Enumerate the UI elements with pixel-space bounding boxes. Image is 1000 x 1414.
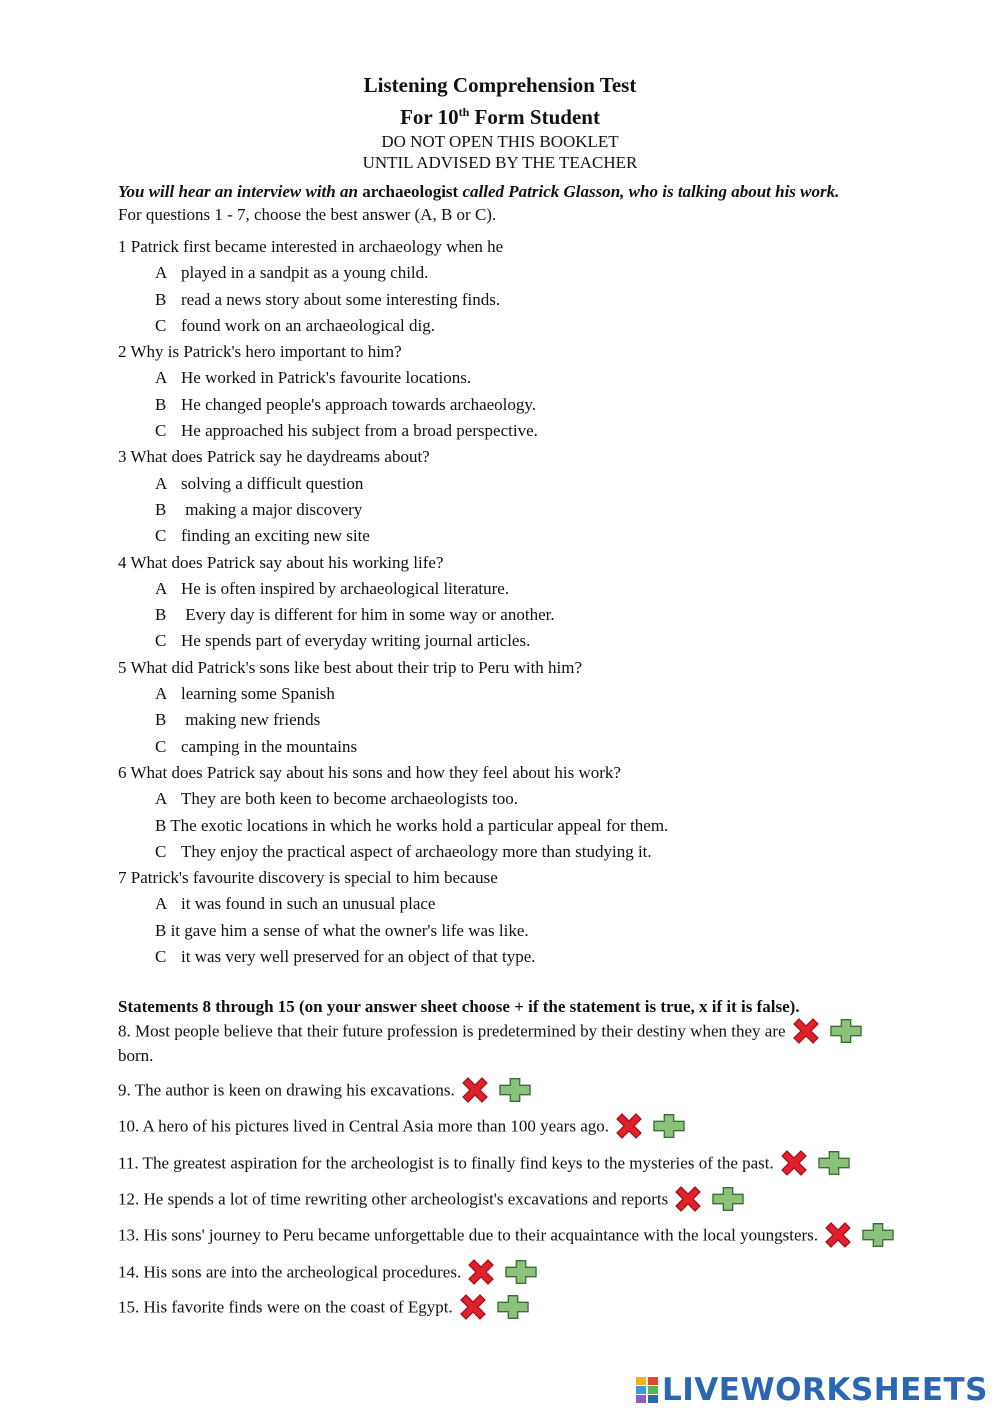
notice-line-2: UNTIL ADVISED BY THE TEACHER [362,153,638,172]
option-letter: C [155,315,167,335]
option-text: B it gave him a sense of what the owner's life was like. [155,920,529,940]
option-text: making a major discovery [181,499,363,519]
answer-option[interactable] [118,628,918,654]
answer-option[interactable] [118,602,918,628]
answer-option[interactable] [118,891,918,917]
liveworksheets-brand [636,1372,988,1408]
true-false-title: Statements 8 through 15 (on your answer sheet choose + if the statement is true, x if it is false). [118,997,800,1016]
notice-line-1: DO NOT OPEN THIS BOOKLET [381,132,619,151]
statement-text-continued: born. [118,1046,154,1066]
option-letter: C [155,841,167,861]
answer-option[interactable] [118,734,918,760]
red-x-icon[interactable] [672,1186,704,1212]
statement-row [118,1186,744,1212]
option-text: B The exotic locations in which he works hold a particular appeal for them. [155,815,669,835]
answer-option[interactable] [118,918,918,944]
answer-option[interactable] [118,392,918,418]
option-letter: B [155,289,167,309]
option-letter: C [155,526,167,546]
answer-option[interactable] [118,944,918,970]
question-stem: 3 What does Patrick say he daydreams about? [118,447,430,467]
answer-option[interactable] [118,313,918,339]
answer-option[interactable] [118,418,918,444]
page-header [0,72,1000,173]
intro [118,180,918,226]
answer-option[interactable] [118,497,918,523]
option-text: They enjoy the practical aspect of archaeology more than studying it. [181,841,652,861]
statement-row [118,1018,862,1067]
option-text: He worked in Patrick's favourite locations. [181,368,472,388]
option-letter: B [155,394,167,414]
answer-option[interactable] [118,839,918,865]
question-stem: 6 What does Patrick say about his sons and how they feel about his work? [118,762,621,782]
answer-option[interactable] [118,523,918,549]
answer-option[interactable] [118,681,918,707]
liveworksheets-logo-icon [636,1377,658,1403]
option-text: He changed people's approach towards archaeology. [181,394,537,414]
option-letter: A [155,684,168,704]
option-letter: C [155,947,167,967]
page-title: Listening Comprehension Test [363,73,637,97]
statement-row [118,1222,894,1248]
option-letter: C [155,421,167,441]
red-x-icon[interactable] [465,1259,497,1285]
option-text: He approached his subject from a broad perspective. [181,421,538,441]
green-plus-icon[interactable] [653,1113,685,1139]
red-x-icon[interactable] [778,1150,810,1176]
statement-row [118,1294,529,1320]
answer-option[interactable] [118,813,918,839]
red-x-icon[interactable] [613,1113,645,1139]
multiple-choice-section [118,234,918,970]
option-letter: A [155,263,168,283]
brand-text: LIVEWORKSHEETS [662,1372,988,1408]
page-subtitle: For 10th Form Student [400,105,600,129]
red-x-icon[interactable] [459,1077,491,1103]
question-stem: 4 What does Patrick say about his working life? [118,552,444,572]
option-letter: C [155,631,167,651]
answer-option[interactable] [118,365,918,391]
question-stem: 1 Patrick first became interested in archaeology when he [118,237,504,256]
option-text: played in a sandpit as a young child. [181,263,429,283]
option-text: found work on an archaeological dig. [181,315,435,335]
statement-text: 10. A hero of his pictures lived in Central Asia more than 100 years ago. [118,1116,610,1136]
statement-row [118,1259,537,1285]
green-plus-icon[interactable] [830,1018,862,1044]
option-text: He spends part of everyday writing journal articles. [181,631,531,651]
question-stem: 2 Why is Patrick's hero important to him? [118,342,402,362]
option-text: making new friends [181,710,321,730]
red-x-icon[interactable] [822,1222,854,1248]
option-text: camping in the mountains [181,736,358,756]
option-text: it was found in such an unusual place [181,894,436,914]
green-plus-icon[interactable] [818,1150,850,1176]
answer-option[interactable] [118,471,918,497]
answer-option[interactable] [118,576,918,602]
statement-text: 12. He spends a lot of time rewriting other archeologist's excavations and reports [118,1189,669,1209]
option-letter: A [155,368,168,388]
option-text: Every day is different for him in some way or another. [181,605,555,625]
answer-option[interactable] [118,786,918,812]
option-letter: C [155,736,167,756]
option-text: it was very well preserved for an object of that type. [181,947,536,967]
intro-instructions: For questions 1 - 7, choose the best answer (A, B or C). [118,205,497,224]
green-plus-icon[interactable] [497,1294,529,1320]
answer-option[interactable] [118,707,918,733]
intro-description: You will hear an interview with an archaeologist called Patrick Glasson, who is talking about his work. [118,182,840,201]
option-text: He is often inspired by archaeological literature. [181,578,510,598]
answer-option[interactable] [118,260,918,286]
red-x-icon[interactable] [457,1294,489,1320]
answer-marks [672,1186,744,1212]
green-plus-icon[interactable] [712,1186,744,1212]
option-text: finding an exciting new site [181,526,370,546]
statement-text: 8. Most people believe that their future profession is predetermined by their destiny when they are [118,1021,786,1041]
answer-marks [613,1113,685,1139]
question-stem: 5 What did Patrick's sons like best about their trip to Peru with him? [118,657,583,677]
answer-marks [822,1222,894,1248]
question-stem: 7 Patrick's favourite discovery is special to him because [118,868,498,888]
green-plus-icon[interactable] [505,1259,537,1285]
option-letter: B [155,499,167,519]
green-plus-icon[interactable] [862,1222,894,1248]
statement-text: 14. His sons are into the archeological procedures. [118,1262,462,1282]
statement-text: 11. The greatest aspiration for the archeologist is to finally find keys to the mysteries of the past. [118,1153,774,1173]
statement-row [118,1150,850,1176]
statement-row [118,1113,685,1139]
option-letter: B [155,710,167,730]
option-letter: A [155,894,168,914]
answer-option[interactable] [118,287,918,313]
answer-marks [778,1150,850,1176]
option-text: read a news story about some interesting finds. [181,289,501,309]
red-x-icon[interactable] [790,1018,822,1044]
option-letter: A [155,789,168,809]
option-text: They are both keen to become archaeologists too. [181,789,519,809]
option-text: solving a difficult question [181,473,364,493]
statement-text: 15. His favorite finds were on the coast of Egypt. [118,1297,453,1317]
green-plus-icon[interactable] [499,1077,531,1103]
option-letter: A [155,473,168,493]
statement-row [118,1077,531,1103]
option-letter: B [155,605,167,625]
answer-marks [457,1294,529,1320]
answer-marks [790,1018,862,1044]
option-letter: A [155,578,168,598]
statement-text: 13. His sons' journey to Peru became unforgettable due to their acquaintance with the local youngsters. [118,1225,819,1245]
answer-marks [459,1077,531,1103]
option-text: learning some Spanish [181,684,335,704]
answer-marks [465,1259,537,1285]
statement-text: 9. The author is keen on drawing his excavations. [118,1080,455,1100]
